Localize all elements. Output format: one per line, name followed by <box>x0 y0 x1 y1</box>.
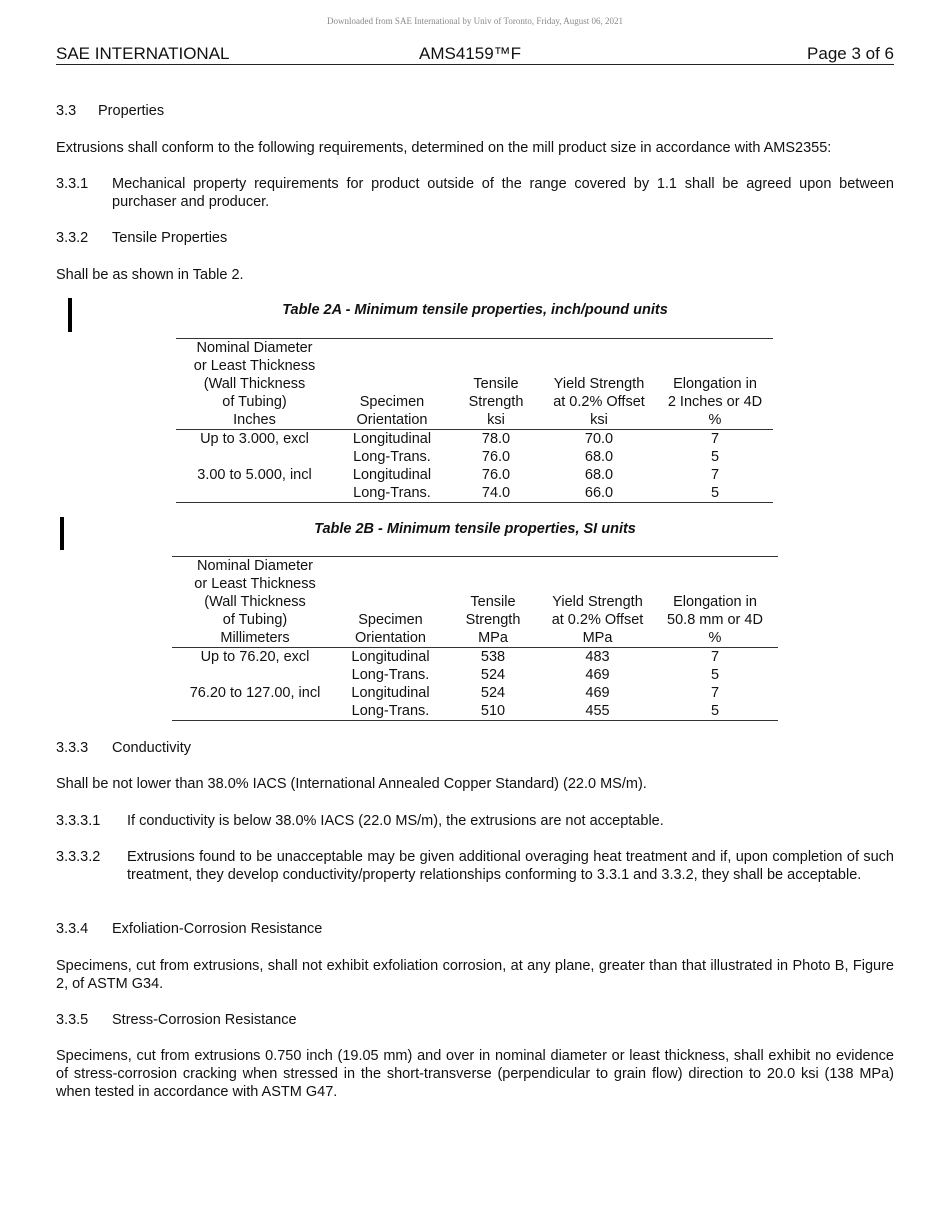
section-3-3-3-1: 3.3.3.1 If conductivity is below 38.0% IACS (22.0 MS/m), the extrusions are not acceptable. <box>56 813 664 829</box>
section-3-3-intro: Extrusions shall conform to the following requirements, determined on the mill product size in accordance with AMS2355: <box>56 140 832 156</box>
section-3-3-1-text: Mechanical property requirements for product outside of the range covered by 1.1 shall be agreed upon between purchaser and producer. <box>112 176 894 210</box>
section-3-3-4-heading: 3.3.4 Exfoliation-Corrosion Resistance <box>56 921 323 937</box>
table-2b: Nominal Diameter or Least Thickness (Wall Thickness Tensile Yield Strength Elongation in of Tubing) Specimen Strength at 0.2% Offset 50.8 mm or 4D Millimeters Orientation MPa MPa % Up to 76.20, excl Longitudinal 538 483 7 Long-Trans. 524 469 5 76.20 to 127.00, incl Longitudinal 524 469 7 Long-Trans. 510 455 5 <box>172 556 778 721</box>
header-doc-number: AMS4159™F <box>419 44 522 63</box>
table-row: Long-Trans. 76.0 68.0 5 <box>353 449 720 465</box>
table-2b-caption: Table 2B - Minimum tensile properties, SI units <box>314 521 636 537</box>
section-3-3-3-heading: 3.3.3 Conductivity <box>56 740 191 756</box>
table-2a: Nominal Diameter or Least Thickness (Wall Thickness Tensile Yield Strength Elongation in of Tubing) Specimen Strength at 0.2% Offset 2 Inches or 4D Inches Orientation ksi ksi % Up to 3.000, excl Longitudinal 78.0 70.0 7 Long-Trans. 76.0 68.0 5 3.00 to 5.000, incl Longitudinal 76.0 68.0 7 Long-Trans. 74.0 66.0 5 <box>176 338 773 503</box>
download-watermark: Downloaded from SAE International by Univ of Toronto, Friday, August 06, 2021 <box>326 16 624 26</box>
section-3-3-2-heading: 3.3.2 Tensile Properties <box>56 230 228 246</box>
section-3-3-4-text: Specimens, cut from extrusions, shall not exhibit exfoliation corrosion, at any plane, greater than that illustrated in Photo B, Figure 2, of ASTM G34. <box>56 958 894 992</box>
section-3-3-5-text: Specimens, cut from extrusions 0.750 inch (19.05 mm) and over in nominal diameter or least thickness, shall exhibit no evidence of stress-corrosion cracking when stressed in the short-transverse (perpendicular to grain flow) direction to 20.0 ksi (138 MPa) when tested in accordance with ASTM G47. <box>56 1048 894 1100</box>
section-3-3-1: 3.3.1 Mechanical property requirements for product outside of the range covered by 1.1 shall be agreed upon between purchaser and producer. <box>56 176 894 210</box>
section-3-3-5-heading: 3.3.5 Stress-Corrosion Resistance <box>56 1012 297 1028</box>
section-3-3-3-text: Shall be not lower than 38.0% IACS (International Annealed Copper Standard) (22.0 MS/m). <box>56 776 647 792</box>
table-row: Long-Trans. 524 469 5 <box>351 667 720 683</box>
table-row: 76.20 to 127.00, incl Longitudinal 524 469 7 <box>189 685 720 701</box>
table-2a-caption: Table 2A - Minimum tensile properties, inch/pound units <box>282 302 668 318</box>
header-page-number: Page 3 of 6 <box>807 44 894 63</box>
header-org: SAE INTERNATIONAL <box>56 44 230 63</box>
page-header <box>56 44 894 65</box>
table-row: Up to 3.000, excl Longitudinal 78.0 70.0 7 <box>200 431 720 447</box>
section-3-3-2-text: Shall be as shown in Table 2. <box>56 267 244 283</box>
section-3-3-heading: 3.3 Properties <box>56 103 165 119</box>
table-row: Long-Trans. 74.0 66.0 5 <box>176 484 773 503</box>
section-3-3-3-2: 3.3.3.2 Extrusions found to be unacceptable may be given additional overaging heat treatment and if, upon completion of such treatment, they develop conductivity/property relationships conforming to 3.3.1 and 3.3.2, they shall be acceptable. <box>56 849 894 883</box>
table-row: 3.00 to 5.000, incl Longitudinal 76.0 68.0 7 <box>197 467 720 483</box>
table-row: Long-Trans. 510 455 5 <box>172 702 778 721</box>
table-row: Up to 76.20, excl Longitudinal 538 483 7 <box>200 649 720 665</box>
